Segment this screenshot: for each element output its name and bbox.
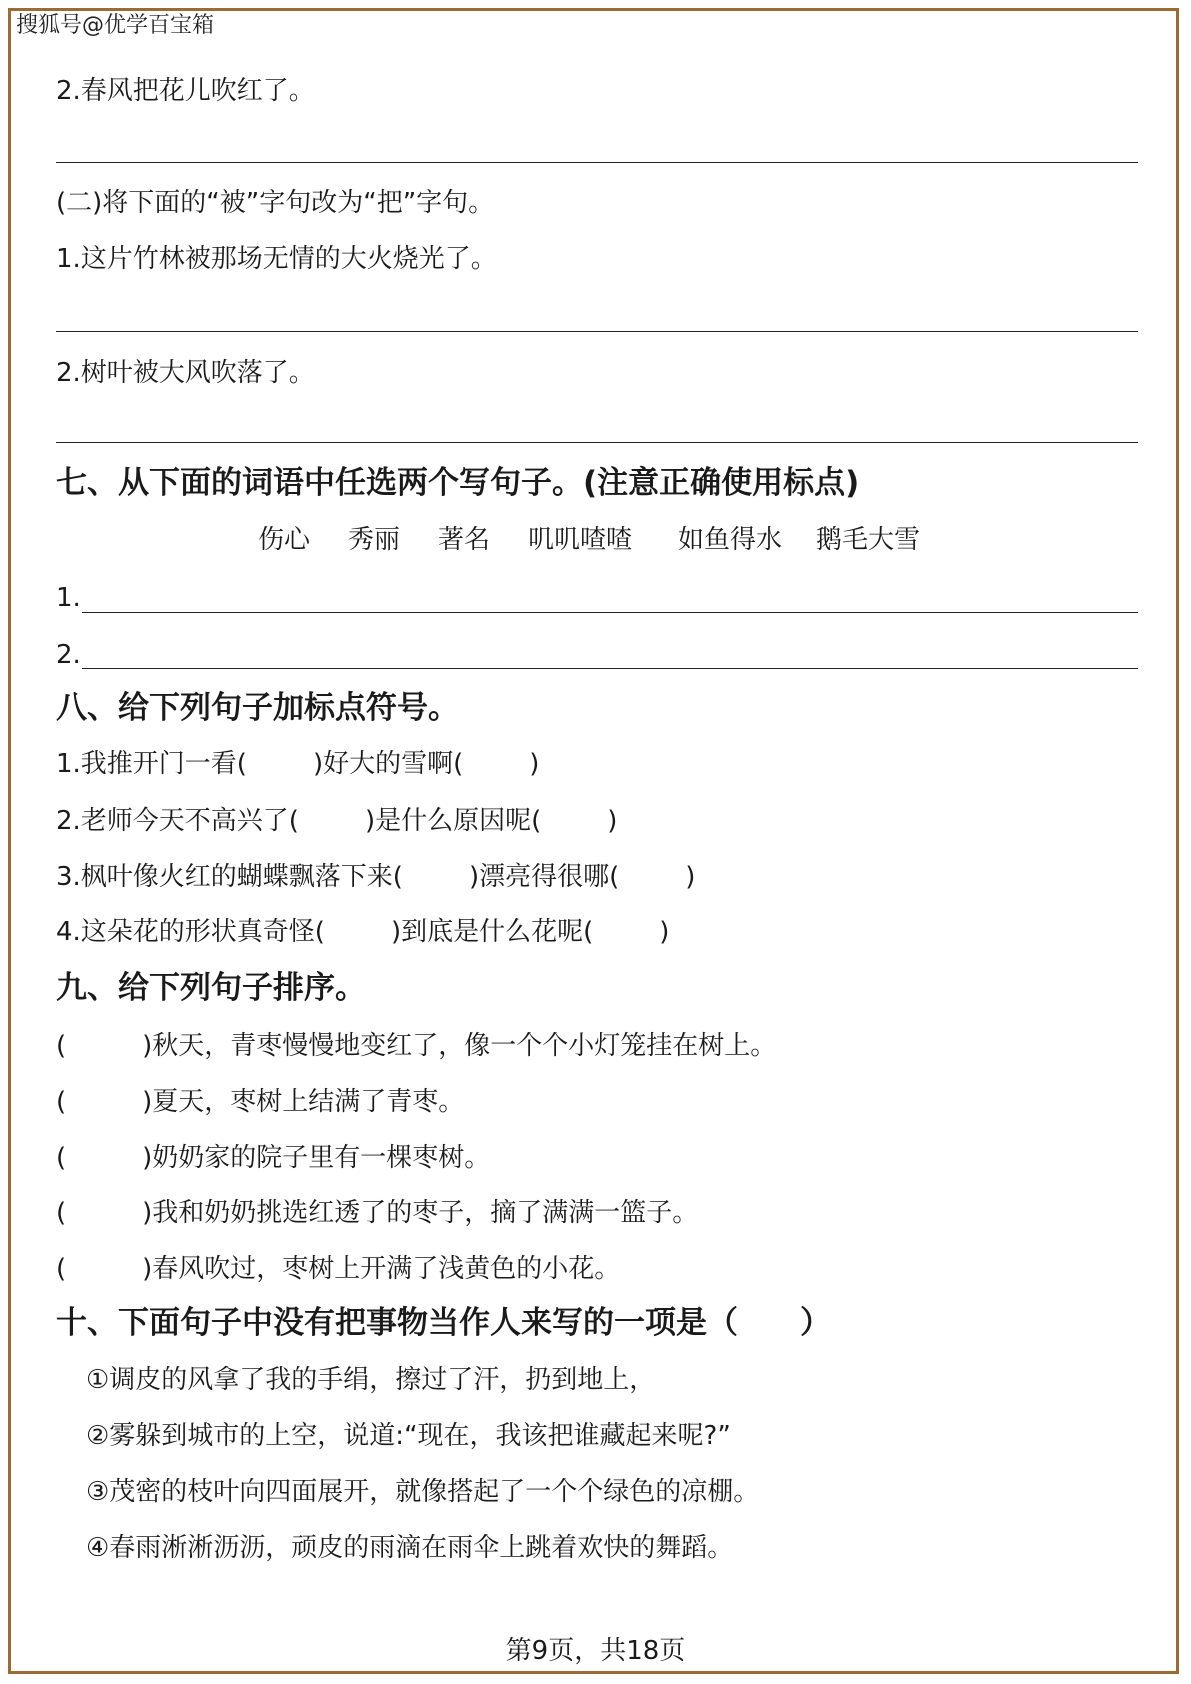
watermark: 搜狐号@优学百宝箱 [16, 13, 215, 38]
word-bank-item: 伤心 [258, 525, 311, 555]
part-2-heading: (二)将下面的“被”字句改为“把”字句。 [56, 188, 495, 218]
question-6-1-2: 2.春风把花儿吹红了。 [56, 76, 315, 106]
ordering-item: ( )春风吹过，枣树上开满了浅黄色的小花。 [56, 1254, 621, 1284]
punctuation-item: 2.老师今天不高兴了( )是什么原因呢( ) [56, 806, 618, 836]
word-bank-item: 叽叽喳喳 [528, 525, 633, 555]
section-8-heading: 八、给下列句子加标点符号。 [56, 690, 459, 726]
page-number: 第9页，共18页 [505, 1636, 686, 1666]
ordering-item: ( )秋天，青枣慢慢地变红了，像一个个小灯笼挂在树上。 [56, 1031, 777, 1061]
choice-option: ②雾躲到城市的上空，说道:“现在，我该把谁藏起来呢?” [86, 1421, 731, 1451]
choice-option: ③茂密的枝叶向四面展开，就像搭起了一个个绿色的凉棚。 [86, 1477, 760, 1507]
section-10-heading: 十、下面句子中没有把事物当作人来写的一项是（ ） [56, 1305, 831, 1341]
answer-line [82, 612, 1138, 613]
sentence-blank-label: 1. [56, 583, 81, 613]
choice-option: ④春雨淅淅沥沥，顽皮的雨滴在雨伞上跳着欢快的舞蹈。 [86, 1533, 734, 1563]
answer-line [82, 668, 1138, 669]
punctuation-item: 3.枫叶像火红的蝴蝶飘落下来( )漂亮得很哪( ) [56, 862, 696, 892]
answer-line [56, 442, 1138, 443]
sentence-blank-label: 2. [56, 640, 81, 670]
word-bank-item: 秀丽 [348, 525, 401, 555]
punctuation-item: 4.这朵花的形状真奇怪( )到底是什么花呢( ) [56, 917, 670, 947]
ordering-item: ( )夏天，枣树上结满了青枣。 [56, 1087, 465, 1117]
section-9-heading: 九、给下列句子排序。 [56, 970, 366, 1006]
punctuation-item: 1.我推开门一看( )好大的雪啊( ) [56, 749, 540, 779]
choice-option: ①调皮的风拿了我的手绢，擦过了汗，扔到地上， [86, 1365, 656, 1395]
word-bank-item: 鹅毛大雪 [816, 525, 921, 555]
word-bank-item: 如鱼得水 [678, 525, 783, 555]
question-6-2-2: 2.树叶被大风吹落了。 [56, 358, 315, 388]
answer-line [56, 162, 1138, 163]
question-6-2-1: 1.这片竹林被那场无情的大火烧光了。 [56, 244, 497, 274]
ordering-item: ( )奶奶家的院子里有一棵枣树。 [56, 1143, 491, 1173]
answer-line [56, 331, 1138, 332]
ordering-item: ( )我和奶奶挑选红透了的枣子，摘了满满一篮子。 [56, 1198, 699, 1228]
word-bank-item: 著名 [438, 525, 491, 555]
section-7-heading: 七、从下面的词语中任选两个写句子。(注意正确使用标点) [56, 465, 860, 501]
